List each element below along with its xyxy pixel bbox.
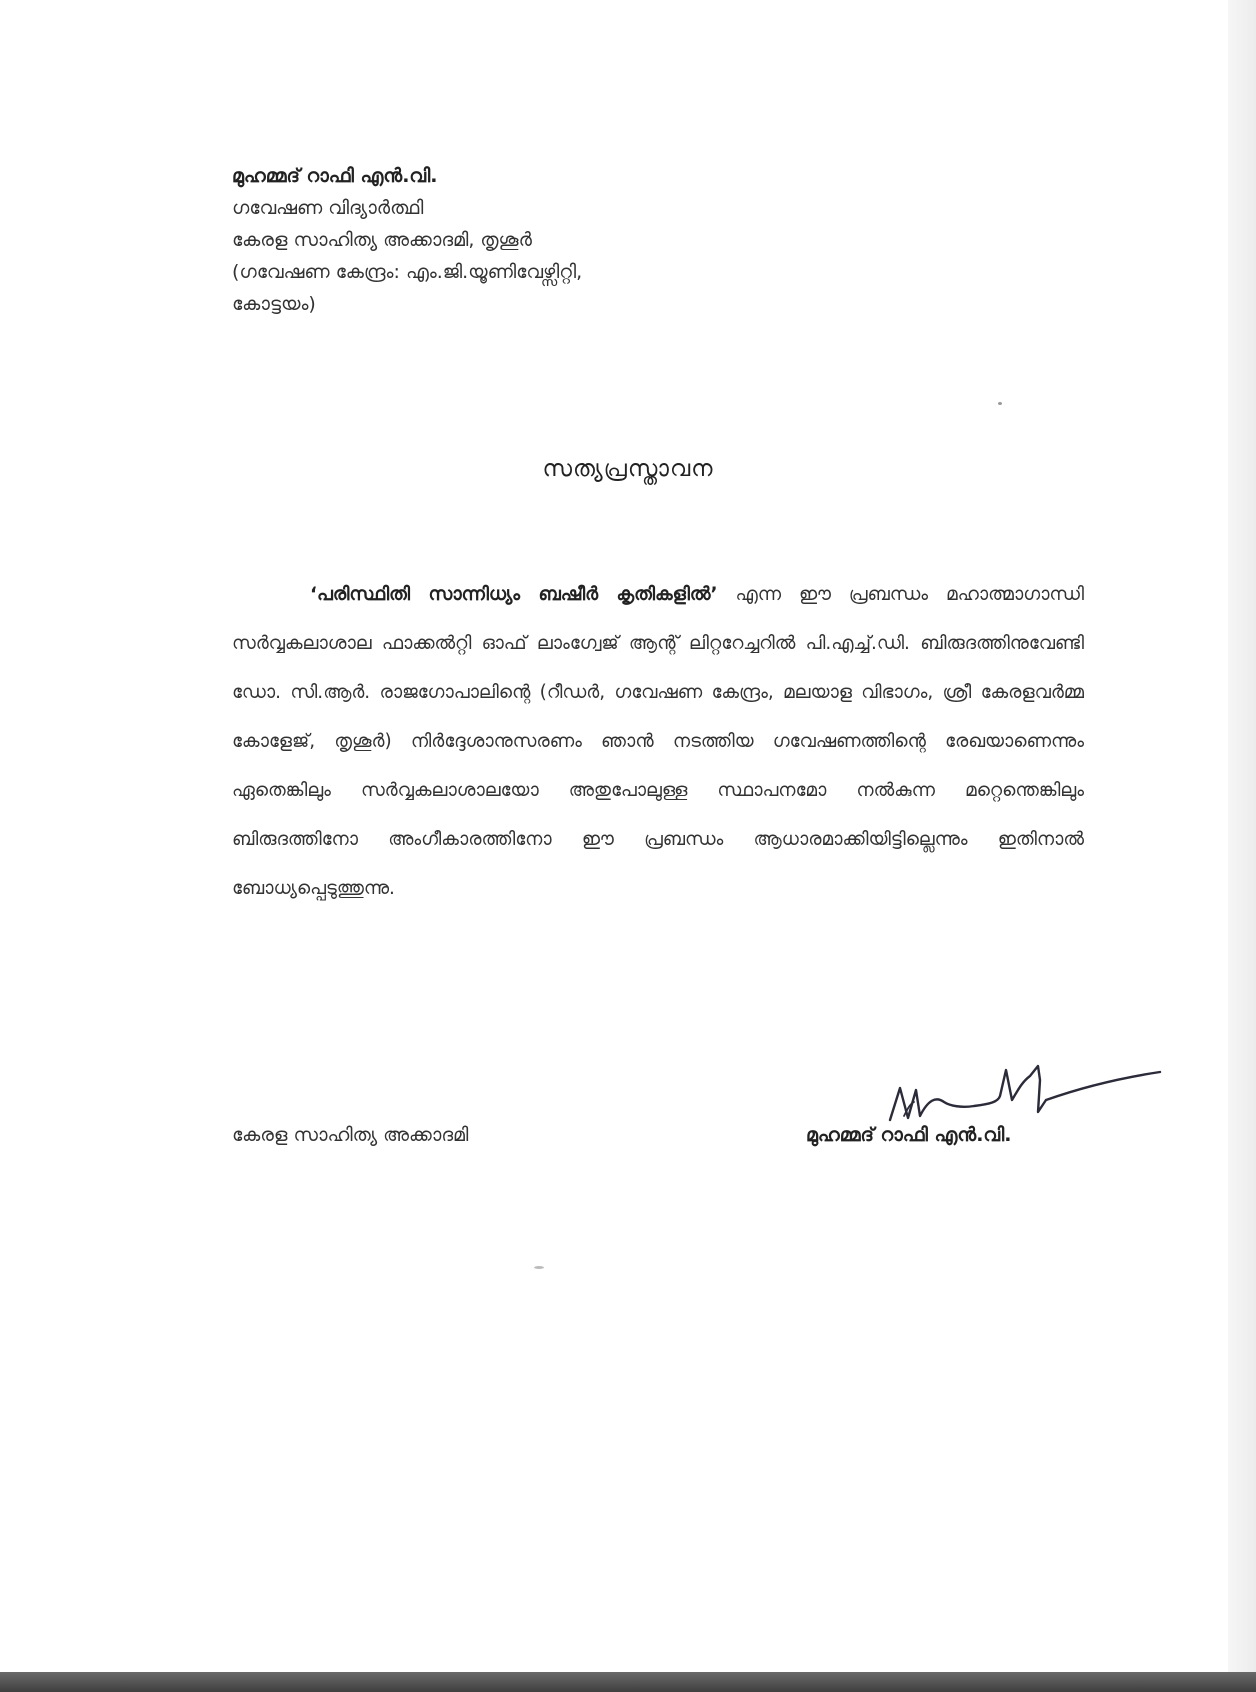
sender-name: മുഹമ്മദ് റാഫി എൻ.വി.: [232, 165, 438, 187]
thesis-title: ‘പരിസ്ഥിതി സാന്നിധ്യം ബഷീർ കൃതികളിൽ’: [310, 584, 718, 605]
page-edge-shadow: [1228, 0, 1256, 1692]
document-title: സത്യപ്രസ്താവന: [542, 456, 714, 482]
declaration-text: എന്ന ഈ പ്രബന്ധം മഹാത്മാഗാന്ധി സർവ്വകലാശാല ഫാക്കൽറ്റി ഓഫ് ലാംഗ്വേജ് ആന്റ് ലിറ്ററേച്ചറിൽ പി.എച്ച്.ഡി. ബിരുദത്തിനുവേണ്ടി ഡോ. സി.ആർ. രാജഗോപാലിന്റെ (റീഡർ, ഗവേഷണ കേന്ദ്രം, മലയാള വിഭാഗം, ശ്രീ കേരളവർമ്മ കോളേജ്, തൃശൂർ) നിർദ്ദേശാനുസരണം ഞാൻ നടത്തിയ ഗവേഷണത്തിന്റെ രേഖയാണെന്നും ഏതെങ്കിലും സർവ്വകലാശാലയോ അതുപോലുള്ള സ്ഥാപനമോ നൽകുന്ന മറ്റെന്തെങ്കിലും ബിരുദത്തിനോ അംഗീകാരത്തിനോ ഈ പ്രബന്ധം ആധാരമാക്കിയിട്ടില്ലെന്നും ഇതിനാൽ ബോധ്യപ്പെടുത്തുന്നു.: [232, 584, 1085, 899]
footer-signatory-name: മുഹമ്മദ് റാഫി എൻ.വി.: [806, 1124, 1012, 1146]
signature: [880, 1030, 1170, 1130]
scan-border-bar: [0, 1672, 1256, 1692]
scan-speck: [998, 402, 1002, 405]
sender-research-centre: (ഗവേഷണ കേന്ദ്രം: എം.ജി.യൂണിവേഴ്സിറ്റി,: [232, 261, 583, 283]
sender-institution: കേരള സാഹിത്യ അക്കാദമി, തൃശൂർ: [232, 229, 532, 251]
sender-address-block: [232, 160, 582, 320]
declaration-paragraph: [232, 570, 1084, 913]
footer-institution: കേരള സാഹിത്യ അക്കാദമി: [232, 1124, 469, 1146]
sender-location: കോട്ടയം): [232, 293, 316, 315]
sender-designation: ഗവേഷണ വിദ്യാർത്ഥി: [232, 197, 424, 219]
scan-speck: [534, 1266, 544, 1269]
